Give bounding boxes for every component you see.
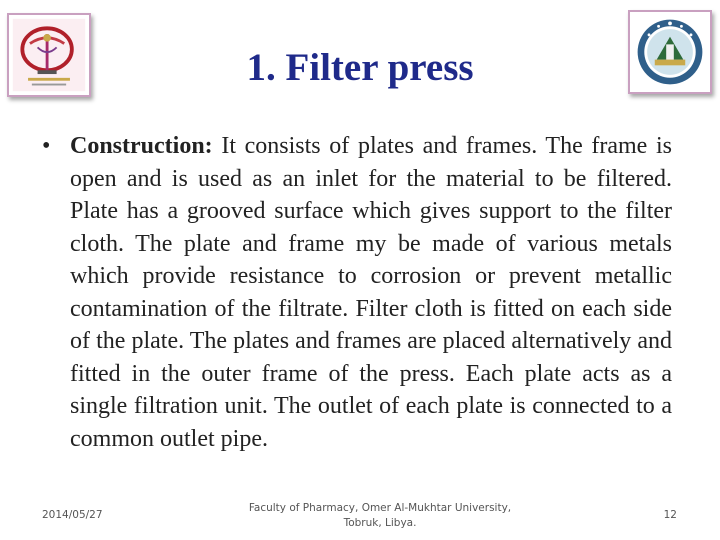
footer-affiliation-line2: Tobruk, Libya. <box>343 517 417 529</box>
footer-affiliation <box>240 501 520 531</box>
bullet-term: Construction: <box>70 133 213 159</box>
page-number: 12 <box>663 509 677 521</box>
footer-affiliation-line1: Faculty of Pharmacy, Omer Al-Mukhtar University, <box>248 502 512 514</box>
bullet-dot-icon: • <box>42 133 51 159</box>
footer-date: 2014/05/27 <box>42 509 103 521</box>
bullet-text: It consists of plates and frames. The frame is open and is used as an inlet for the material to be filtered. Plate has a grooved surface which gives support to the filter cloth. The plate and frame my be made of various metals which provide resistance to corrosion or prevent metallic contamination of the filtrate. Filter cloth is fitted on each side of the plate. The plates and frames are placed alternatively and fitted in the outer frame of the press. Each plate acts as a single filtration unit. The outlet of each plate is connected to a common outlet pipe. <box>70 133 672 452</box>
bullet-item <box>42 130 672 455</box>
university-seal-logo <box>628 10 712 94</box>
slide-body <box>42 130 672 455</box>
slide-title: 1. Filter press <box>246 46 474 89</box>
university-seal-graphic <box>630 12 710 92</box>
